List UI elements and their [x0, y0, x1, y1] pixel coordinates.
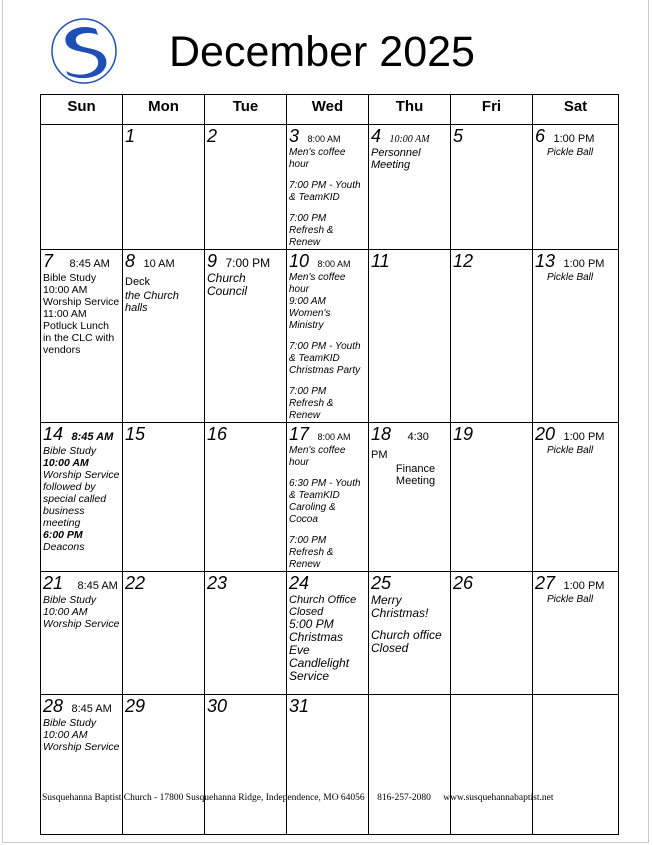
event-text: Worship Service followed by special called business meeting	[43, 469, 120, 529]
day-cell-29	[123, 695, 205, 835]
day-cell-15	[123, 423, 205, 572]
day-cell-20	[533, 423, 619, 572]
event-text: Worship Service	[43, 296, 120, 308]
event-text: Finance Meeting	[395, 463, 436, 487]
day-cell-23	[205, 572, 287, 695]
event-text: Potluck Lunch in the CLC with vendors	[43, 320, 115, 356]
day-cell-empty	[369, 695, 451, 835]
day-cell-31	[287, 695, 369, 835]
week-row-3	[41, 423, 619, 572]
event-text: 7:00 PM - Youth & TeamKID	[289, 180, 361, 203]
event-text: Personnel Meeting	[371, 147, 421, 171]
day-cell-18	[369, 423, 451, 572]
event-text: Merry Christmas!	[371, 593, 429, 620]
footer-address: Susquehanna Baptist Church - 17800 Susquehanna Ridge, Independence, MO 64056	[42, 793, 365, 803]
day-cell-24	[287, 572, 369, 695]
event-text: Worship Service	[43, 741, 120, 753]
day-number: 3	[289, 126, 300, 146]
weekday-sat: Sat	[533, 95, 619, 125]
event-text: 10:00 AM	[43, 606, 88, 618]
day-cell-empty	[533, 695, 619, 835]
day-cell-13	[533, 250, 619, 423]
event-text: 6:00 PM	[43, 529, 83, 541]
day-cell-8	[123, 250, 205, 423]
day-number: 28	[43, 696, 64, 716]
day-number: 25	[371, 573, 392, 593]
event-time: 10:00 AM	[389, 134, 430, 145]
week-row-2	[41, 250, 619, 423]
day-number: 31	[289, 696, 310, 716]
day-cell-empty	[41, 125, 123, 250]
event-text: Refresh & Renew	[289, 225, 334, 248]
day-cell-14	[41, 423, 123, 572]
day-number: 4	[371, 126, 382, 146]
day-number: 24	[289, 573, 310, 593]
event-time: 8:45 AM	[71, 703, 112, 715]
day-number: 19	[453, 424, 474, 444]
weekday-sun: Sun	[41, 95, 123, 125]
day-cell-2	[205, 125, 287, 250]
day-number: 5	[453, 126, 464, 146]
day-number: 29	[125, 696, 146, 716]
event-time: 1:00 PM	[553, 133, 595, 145]
day-cell-1	[123, 125, 205, 250]
church-logo-icon	[50, 17, 118, 85]
footer-website: www.susquehannabaptist.net	[443, 793, 554, 803]
day-cell-28	[41, 695, 123, 835]
event-time: 1:00 PM	[563, 258, 605, 270]
event-text: 10:00 AM	[43, 457, 89, 469]
day-number: 20	[535, 424, 556, 444]
day-number: 1	[125, 126, 136, 146]
event-text: Bible Study	[43, 272, 97, 284]
day-number: 13	[535, 251, 556, 271]
day-number: 22	[125, 573, 146, 593]
day-cell-7	[41, 250, 123, 423]
day-number: 9	[207, 251, 218, 271]
day-cell-19	[451, 423, 533, 572]
day-cell-26	[451, 572, 533, 695]
event-text: 7:00 PM	[289, 386, 327, 397]
day-cell-10	[287, 250, 369, 423]
event-time: 8:00 AM	[317, 259, 351, 269]
week-row-1	[41, 125, 619, 250]
weekday-header-row	[41, 95, 619, 125]
event-text: 10:00 AM	[43, 729, 88, 741]
event-text: Church Council	[207, 271, 248, 298]
weekday-tue: Tue	[205, 95, 287, 125]
event-text: Church office Closed	[371, 628, 442, 655]
day-cell-30	[205, 695, 287, 835]
event-time: 4:30 PM	[371, 431, 429, 461]
event-text: Bible Study	[43, 445, 97, 457]
event-text: Bible Study	[43, 717, 97, 729]
event-text: Deacons	[43, 541, 85, 553]
event-text: Men's coffee hour	[289, 147, 346, 170]
day-cell-3	[287, 125, 369, 250]
day-number: 10	[289, 251, 310, 271]
day-cell-17	[287, 423, 369, 572]
day-number: 18	[371, 424, 392, 444]
event-text: Refresh & Renew	[289, 547, 334, 570]
day-cell-6	[533, 125, 619, 250]
event-time: 10 AM Deck	[125, 258, 175, 288]
event-time: 8:00 AM	[307, 134, 341, 144]
event-time: 1:00 PM	[563, 431, 605, 443]
day-cell-12	[451, 250, 533, 423]
day-number: 8	[125, 251, 136, 271]
event-time: 1:00 PM	[563, 580, 605, 592]
event-text: Men's coffee hour	[289, 272, 346, 295]
day-cell-27	[533, 572, 619, 695]
day-number: 2	[207, 126, 218, 146]
event-text: Refresh & Renew	[289, 398, 334, 421]
day-cell-empty	[451, 695, 533, 835]
event-text: Pickle Ball	[547, 272, 594, 283]
day-number: 7	[43, 251, 54, 271]
event-text: the Church halls	[125, 290, 179, 314]
event-text: Church Office Closed	[289, 594, 357, 618]
event-text: 5:00 PM	[289, 617, 334, 631]
weekday-fri: Fri	[451, 95, 533, 125]
event-text: Men's coffee hour	[289, 445, 346, 468]
day-number: 23	[207, 573, 228, 593]
event-text: 7:00 PM - Youth & TeamKID Christmas Party	[289, 341, 361, 376]
week-row-5	[41, 695, 619, 835]
day-cell-22	[123, 572, 205, 695]
day-number: 15	[125, 424, 146, 444]
day-number: 17	[289, 424, 310, 444]
event-text: Christmas Eve Candlelight Service	[289, 630, 350, 683]
day-cell-25	[369, 572, 451, 695]
day-number: 12	[453, 251, 474, 271]
event-text: 11:00 AM	[43, 308, 87, 320]
day-number: 27	[535, 573, 556, 593]
event-text: Women's Ministry	[289, 308, 331, 331]
day-number: 14	[43, 424, 64, 444]
event-time: 8:45 AM	[69, 258, 110, 270]
day-cell-16	[205, 423, 287, 572]
month-title: December 2025	[169, 28, 475, 76]
event-text: 10:00 AM	[43, 284, 88, 296]
day-cell-11	[369, 250, 451, 423]
day-number: 6	[535, 126, 546, 146]
event-text: Pickle Ball	[547, 147, 594, 158]
event-time: 7:00 PM	[225, 256, 271, 270]
weekday-thu: Thu	[369, 95, 451, 125]
event-text: Pickle Ball	[547, 445, 594, 456]
event-text: Worship Service	[43, 618, 120, 630]
event-text: Pickle Ball	[547, 594, 594, 605]
week-row-4	[41, 572, 619, 695]
event-text: 6:30 PM - Youth & TeamKID Caroling & Cocoa	[289, 478, 361, 525]
day-number: 11	[371, 251, 390, 271]
event-text: 7:00 PM	[289, 213, 327, 224]
day-number: 26	[453, 573, 474, 593]
day-cell-9	[205, 250, 287, 423]
event-text: 9:00 AM	[289, 296, 326, 307]
calendar-grid	[40, 94, 619, 835]
day-cell-5	[451, 125, 533, 250]
event-time: 8:45 AM	[71, 431, 114, 443]
event-time: 8:00 AM	[317, 432, 351, 442]
event-text: 7:00 PM	[289, 535, 327, 546]
day-number: 16	[207, 424, 228, 444]
weekday-mon: Mon	[123, 95, 205, 125]
footer-phone: 816-257-2080	[377, 793, 431, 803]
event-text: Bible Study	[43, 594, 97, 606]
day-cell-21	[41, 572, 123, 695]
day-cell-4	[369, 125, 451, 250]
day-number: 30	[207, 696, 228, 716]
weekday-wed: Wed	[287, 95, 369, 125]
day-number: 21	[43, 573, 64, 593]
event-time: 8:45 AM	[77, 580, 118, 592]
footer	[42, 793, 563, 803]
